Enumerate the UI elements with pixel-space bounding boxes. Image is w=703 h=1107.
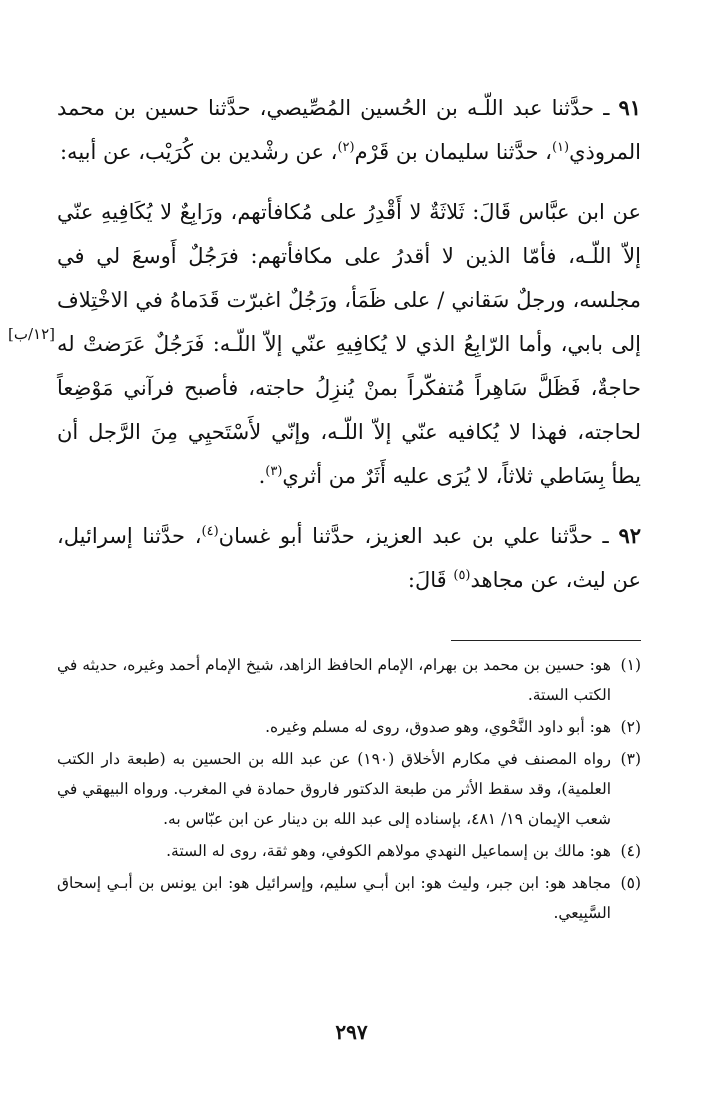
hadith-92 (57, 514, 641, 602)
footnote-number: (٣) (620, 750, 641, 768)
isnad-text: ـ حدَّثنا عبد اللّـه بن الحُسين المُصِّيصي، حدَّثنا حسين بن محمد المروذي (57, 96, 641, 164)
footnote-item (57, 868, 641, 928)
matn-text: عن ابن عبَّاس قَالَ: ثَلاثَةٌ لا أَقْدِرُ على مُكافأتهم، ورَابِعٌ لا يُكَافِيهِ عنّي إلاّ اللّـه، فأمّا الذين لا أقدرُ على مكافأتهم: فرَجُلٌ أَوسعَ لي في مجلسه، ورجلٌ سَقاني / على ظَمَأ، ورَجُلٌ اغبرّت قَدَماهُ في الاخْتِلاف إلى بابي، وأما الرّابِعُ الذي لا يُكافِيهِ عنّي إلاّ اللّـه: فَرَجُلٌ عَرَضتْ له حاجةٌ، فَظَلَّ سَاهِراً مُتفكّراً بمنْ يُنزِلُ حاجته، فأصبح فرآني مَوْضِعاً لحاجته، فهذا لا يُكافيه عنّي إلاّ اللّـه، وإنّي لأَسْتَحيِي مِنَ الرَّجل أن يطأ بِسَاطي ثلاثاً، لا يُرَى عليه أَثَرٌ من أثري (57, 200, 641, 488)
footnote-divider (451, 640, 641, 641)
footnote-text: هو: حسين بن محمد بن بهرام، الإمام الحافظ الزاهد، شيخ الإمام أحمد وغيره، حديثه في الكتب الستة. (57, 656, 611, 704)
footnote-item (57, 650, 641, 710)
hadith-number: ٩٢ (618, 523, 641, 548)
footnote-ref: (٤) (201, 524, 219, 539)
footnote-text: رواه المصنف في مكارم الأخلاق (١٩٠) عن عبد الله بن الحسين به (طبعة دار الكتب العلمية)، وقد سقط الأثر من طبعة الدكتور فاروق حمادة في المغرب. ورواه البيهقي في شعب الإيمان ١٩/ ٤٨١، بإسناده إلى عبد الله بن دينار عن ابن عبّاس به. (57, 750, 612, 828)
footnote-text: هو: أبو داود النَّحْوي، وهو صدوق، روى له مسلم وغيره. (265, 718, 611, 736)
footnote-ref: (٣) (265, 464, 283, 479)
hadith-91-isnad (57, 86, 641, 174)
isnad-text: ، حدَّثنا سليمان بن قَرْم (354, 140, 552, 164)
footnote-ref: (٥) (453, 568, 471, 583)
isnad-text: ، حدَّثنا إسرائيل، عن ليث، عن مجاهد (57, 524, 641, 592)
hadith-91-matn (57, 190, 641, 498)
footnote-number: (٥) (620, 874, 641, 892)
footnote-number: (٢) (620, 718, 641, 736)
footnote-text: هو: مالك بن إسماعيل النهدي مولاهم الكوفي، وهو ثقة، روى له الستة. (166, 842, 611, 860)
main-text (57, 86, 641, 602)
footnotes (57, 650, 641, 930)
footnote-item (57, 744, 641, 834)
footnote-item (57, 712, 641, 742)
hadith-number: ٩١ (618, 95, 641, 120)
isnad-text: قَالَ: (407, 568, 454, 592)
footnote-number: (١) (620, 656, 641, 674)
page-number: ٢٩٧ (335, 1020, 368, 1044)
isnad-text: ، عن رشْدين بن كُرَيْب، عن أبيه: (59, 140, 338, 164)
footnote-item (57, 836, 641, 866)
footnote-ref: (١) (551, 140, 570, 155)
matn-end: . (258, 464, 266, 488)
footnote-ref: (٢) (337, 140, 355, 155)
footnote-text: مجاهد هو: ابن جبر، وليث هو: ابن أبـي سليم، وإسرائيل هو: ابن يونس بن أبـي إسحاق السَّبِيعي. (57, 874, 611, 922)
footnote-number: (٤) (620, 842, 641, 860)
margin-folio-note: [١٢/ب] (8, 325, 56, 343)
isnad-text: ـ حدَّثنا علي بن عبد العزيز، حدَّثنا أبو غسان (218, 524, 619, 548)
